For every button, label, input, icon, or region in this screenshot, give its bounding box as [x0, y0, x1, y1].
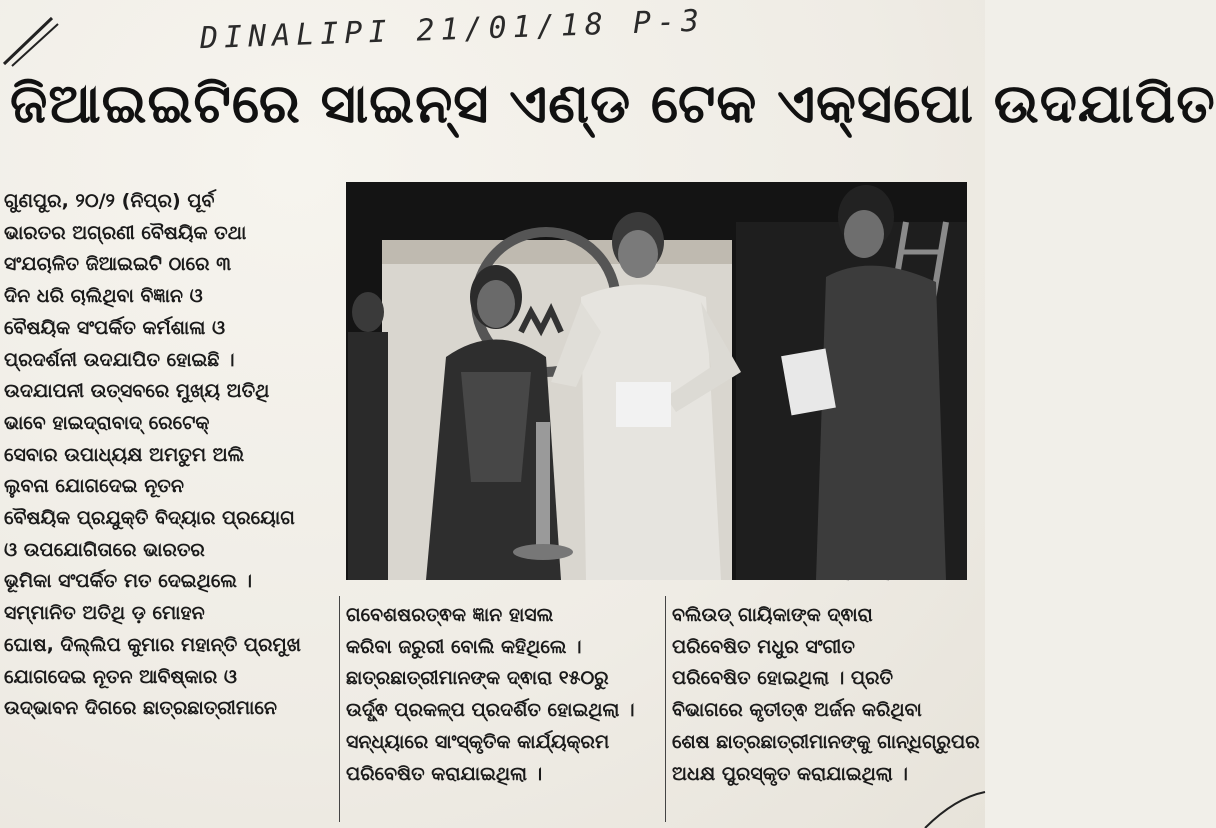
article-line: ଲୁବନା ଯୋଗଦେଇ ନୂତନ — [4, 475, 184, 498]
article-line: ପରିବେଷିତ ହୋଇଥିଲା । ପ୍ରତି — [672, 667, 894, 690]
article-line: ଉର୍ଦ୍ଧ୍ଵ ପ୍ରକଳ୍ପ ପ୍ରଦର୍ଶିତ ହୋଇଥିଲା । — [346, 699, 635, 722]
column-divider — [665, 596, 666, 822]
column-divider — [339, 596, 340, 822]
article-line: ଭୂମିକା ସଂପର୍କିତ ମତ ଦେଇଥିଲେ । — [4, 570, 253, 593]
article-line: ଯୋଗଦେଇ ନୂତନ ଆବିଷ୍କାର ଓ — [4, 665, 238, 688]
article-column-2 — [346, 600, 662, 825]
article-line: ଭାବେ ହାଇଦ୍ରାବାଦ୍ ରେଟେକ୍ — [4, 411, 210, 434]
page-curl-mark — [915, 788, 985, 828]
article-line: ଭାରତର ଅଗ୍ରଣୀ ବୈଷୟିକ ତଥା — [4, 221, 247, 244]
article-line: ଗବେଶଷରତ୍ଵକ ଜ୍ଞାନ ହାସଲ — [346, 604, 554, 626]
article-line: ଘୋଷ, ଦିଲ୍ଲିପ କୁମାର ମହାନ୍ତି ପ୍ରମୁଖ — [4, 633, 301, 656]
news-photo — [346, 182, 967, 580]
article-line: ବୈଷୟିକ ସଂପର୍କିତ କର୍ମଶାଳା ଓ — [4, 316, 226, 339]
article-line: ଛାତ୍ରଛାତ୍ରୀମାନଙ୍କ ଦ୍ଵାରା ୧୫୦ରୁ — [346, 667, 609, 690]
article-line: ପ୍ରଦର୍ଶନୀ ଉଦଯାପିତ ହୋଇଛି । — [4, 348, 235, 371]
article-line: ସେବାର ଉପାଧ୍ୟକ୍ଷ ଅମତୁମ ଅଲି — [4, 443, 245, 466]
article-line: ବୈଷୟିକ ପ୍ରଯୁକ୍ତି ବିଦ୍ୟାର ପ୍ରୟୋଗ — [4, 507, 295, 530]
article-line: ଉଦଯାପନୀ ଉତ୍ସବରେ ମୁଖ୍ୟ ଅତିଥି — [4, 380, 270, 403]
article-line: ଗୁଣପୁର, ୨୦/୨ (ନିପ୍ର) ପୂର୍ବ — [4, 190, 215, 212]
article-line: ଓ ଉପଯୋଗିତାରେ ଭାରତର — [4, 538, 205, 561]
article-line: ପରିବେଷିତ ମଧୁର ସଂଗୀତ — [672, 635, 855, 658]
article-line: ସମ୍ମାନିତ ଅତିଥି ଡ଼ ମୋହନ — [4, 602, 205, 625]
article-line: ଅଧକ୍ଷ ପୁରସ୍କୃତ କରାଯାଇଥିଲା । — [672, 762, 908, 785]
article-line: ଦିନ ଧରି ଚାଲିଥିବା ବିଜ୍ଞାନ ଓ — [4, 285, 203, 308]
article-line: ସନ୍ଧ୍ୟାରେ ସାଂସ୍କୃତିକ କାର୍ଯ୍ୟକ୍ରମ — [346, 730, 610, 753]
photo-illustration — [346, 182, 967, 580]
article-column-1 — [4, 186, 336, 826]
article-line: ସଂଯଚାଳିତ ଜିଆଇଇଟି ଠାରେ ୩ — [4, 253, 232, 276]
article-line: ବିଭାଗରେ କୃତୀତ୍ଵ ଅର୍ଜନ କରିଥିବା — [672, 699, 922, 722]
article-line: ବଲିଉଡ୍ ଗାୟିକାଙ୍କ ଦ୍ଵାରା — [672, 604, 873, 626]
headline: ଜିଆଇଇଟିରେ ସାଇନ୍ସ ଏଣ୍ଡ ଟେକ ଏକ୍ସପୋ ଉଦଯାପିତ — [10, 72, 1216, 135]
article-line: ଶେଷ ଛାତ୍ରଛାତ୍ରୀମାନଙ୍କୁ ଗାନ୍ଧିଗ୍ରୁପର — [672, 730, 980, 753]
article-line: ପରିବେଷିତ କରାଯାଇଥିଲା । — [346, 762, 543, 785]
article-line: ଉଦ୍ଭାବନ ଦିଗରେ ଛାତ୍ରଛାତ୍ରୀମାନେ — [4, 697, 277, 720]
article-line: କରିବା ଜରୁରୀ ବୋଲି କହିଥିଲେ । — [346, 635, 582, 658]
handwritten-source-note: DINALIPI 21/01/18 P-3 — [199, 3, 706, 57]
